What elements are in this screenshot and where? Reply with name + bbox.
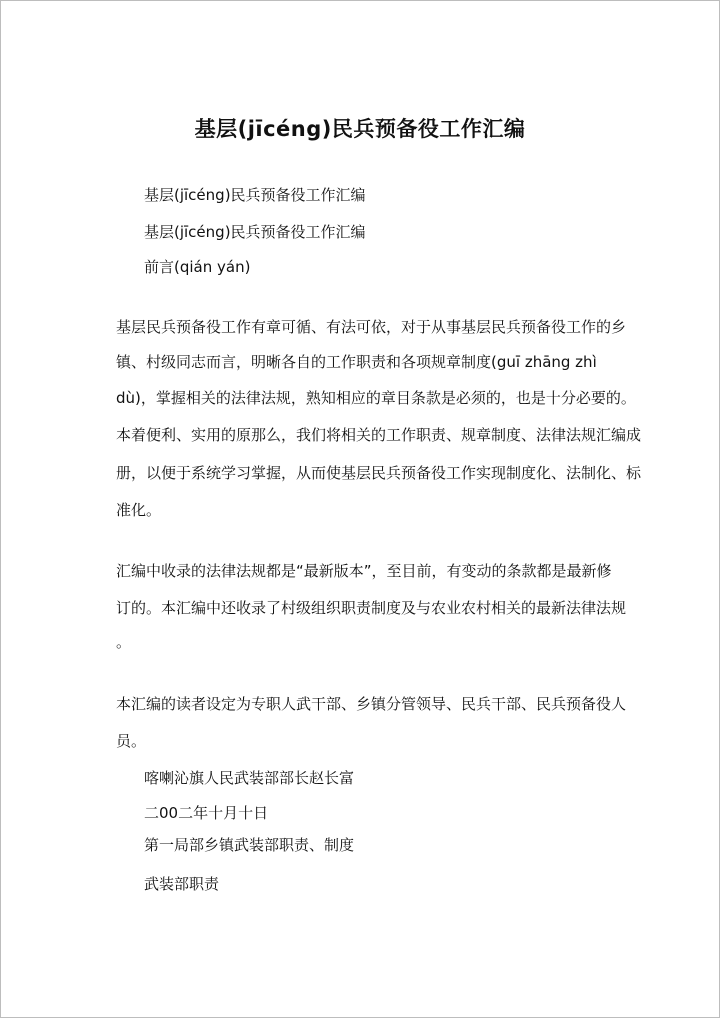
section-heading-part1: 第一局部乡镇武装部职责、制度 xyxy=(144,836,355,854)
section-subheading: 武装部职责 xyxy=(144,875,220,893)
paragraph-1-line-5: 册，以便于系统学习掌握，从而使基层民兵预备役工作实现制度化、法制化、标 xyxy=(116,464,642,482)
document-title: 基层(jīcéng)民兵预备役工作汇编 xyxy=(194,117,526,141)
subtitle-line-2: 基层(jīcéng)民兵预备役工作汇编 xyxy=(144,223,366,241)
paragraph-3-line-2: 员。 xyxy=(116,732,147,750)
paragraph-1-line-4: 本着便利、实用的原那么，我们将相关的工作职责、规章制度、法律法规汇编成 xyxy=(116,426,642,444)
signature-author: 喀喇沁旗人民武装部部长赵长富 xyxy=(144,769,355,787)
paragraph-1-line-6: 准化。 xyxy=(116,501,162,519)
paragraph-3-line-1: 本汇编的读者设定为专职人武干部、乡镇分管领导、民兵干部、民兵预备役人 xyxy=(116,695,627,713)
paragraph-1-line-1: 基层民兵预备役工作有章可循、有法可依，对于从事基层民兵预备役工作的乡 xyxy=(116,318,627,336)
paragraph-1-line-3: dù)，掌握相关的法律法规，熟知相应的章目条款是必须的，也是十分必要的。 xyxy=(116,389,636,407)
subtitle-line-1: 基层(jīcéng)民兵预备役工作汇编 xyxy=(144,186,366,204)
paragraph-1-line-2: 镇、村级同志而言，明晰各自的工作职责和各项规章制度(guī zhāng zhì xyxy=(116,353,597,371)
signature-date: 二00二年十月十日 xyxy=(144,804,269,822)
paragraph-2-line-3: 。 xyxy=(116,633,132,651)
paragraph-2-line-1: 汇编中收录的法律法规都是“最新版本”，至目前，有变动的条款都是最新修 xyxy=(116,562,612,580)
preface-heading: 前言(qián yán) xyxy=(144,258,251,276)
paragraph-2-line-2: 订的。本汇编中还收录了村级组织职责制度及与农业农村相关的最新法律法规 xyxy=(116,599,627,617)
